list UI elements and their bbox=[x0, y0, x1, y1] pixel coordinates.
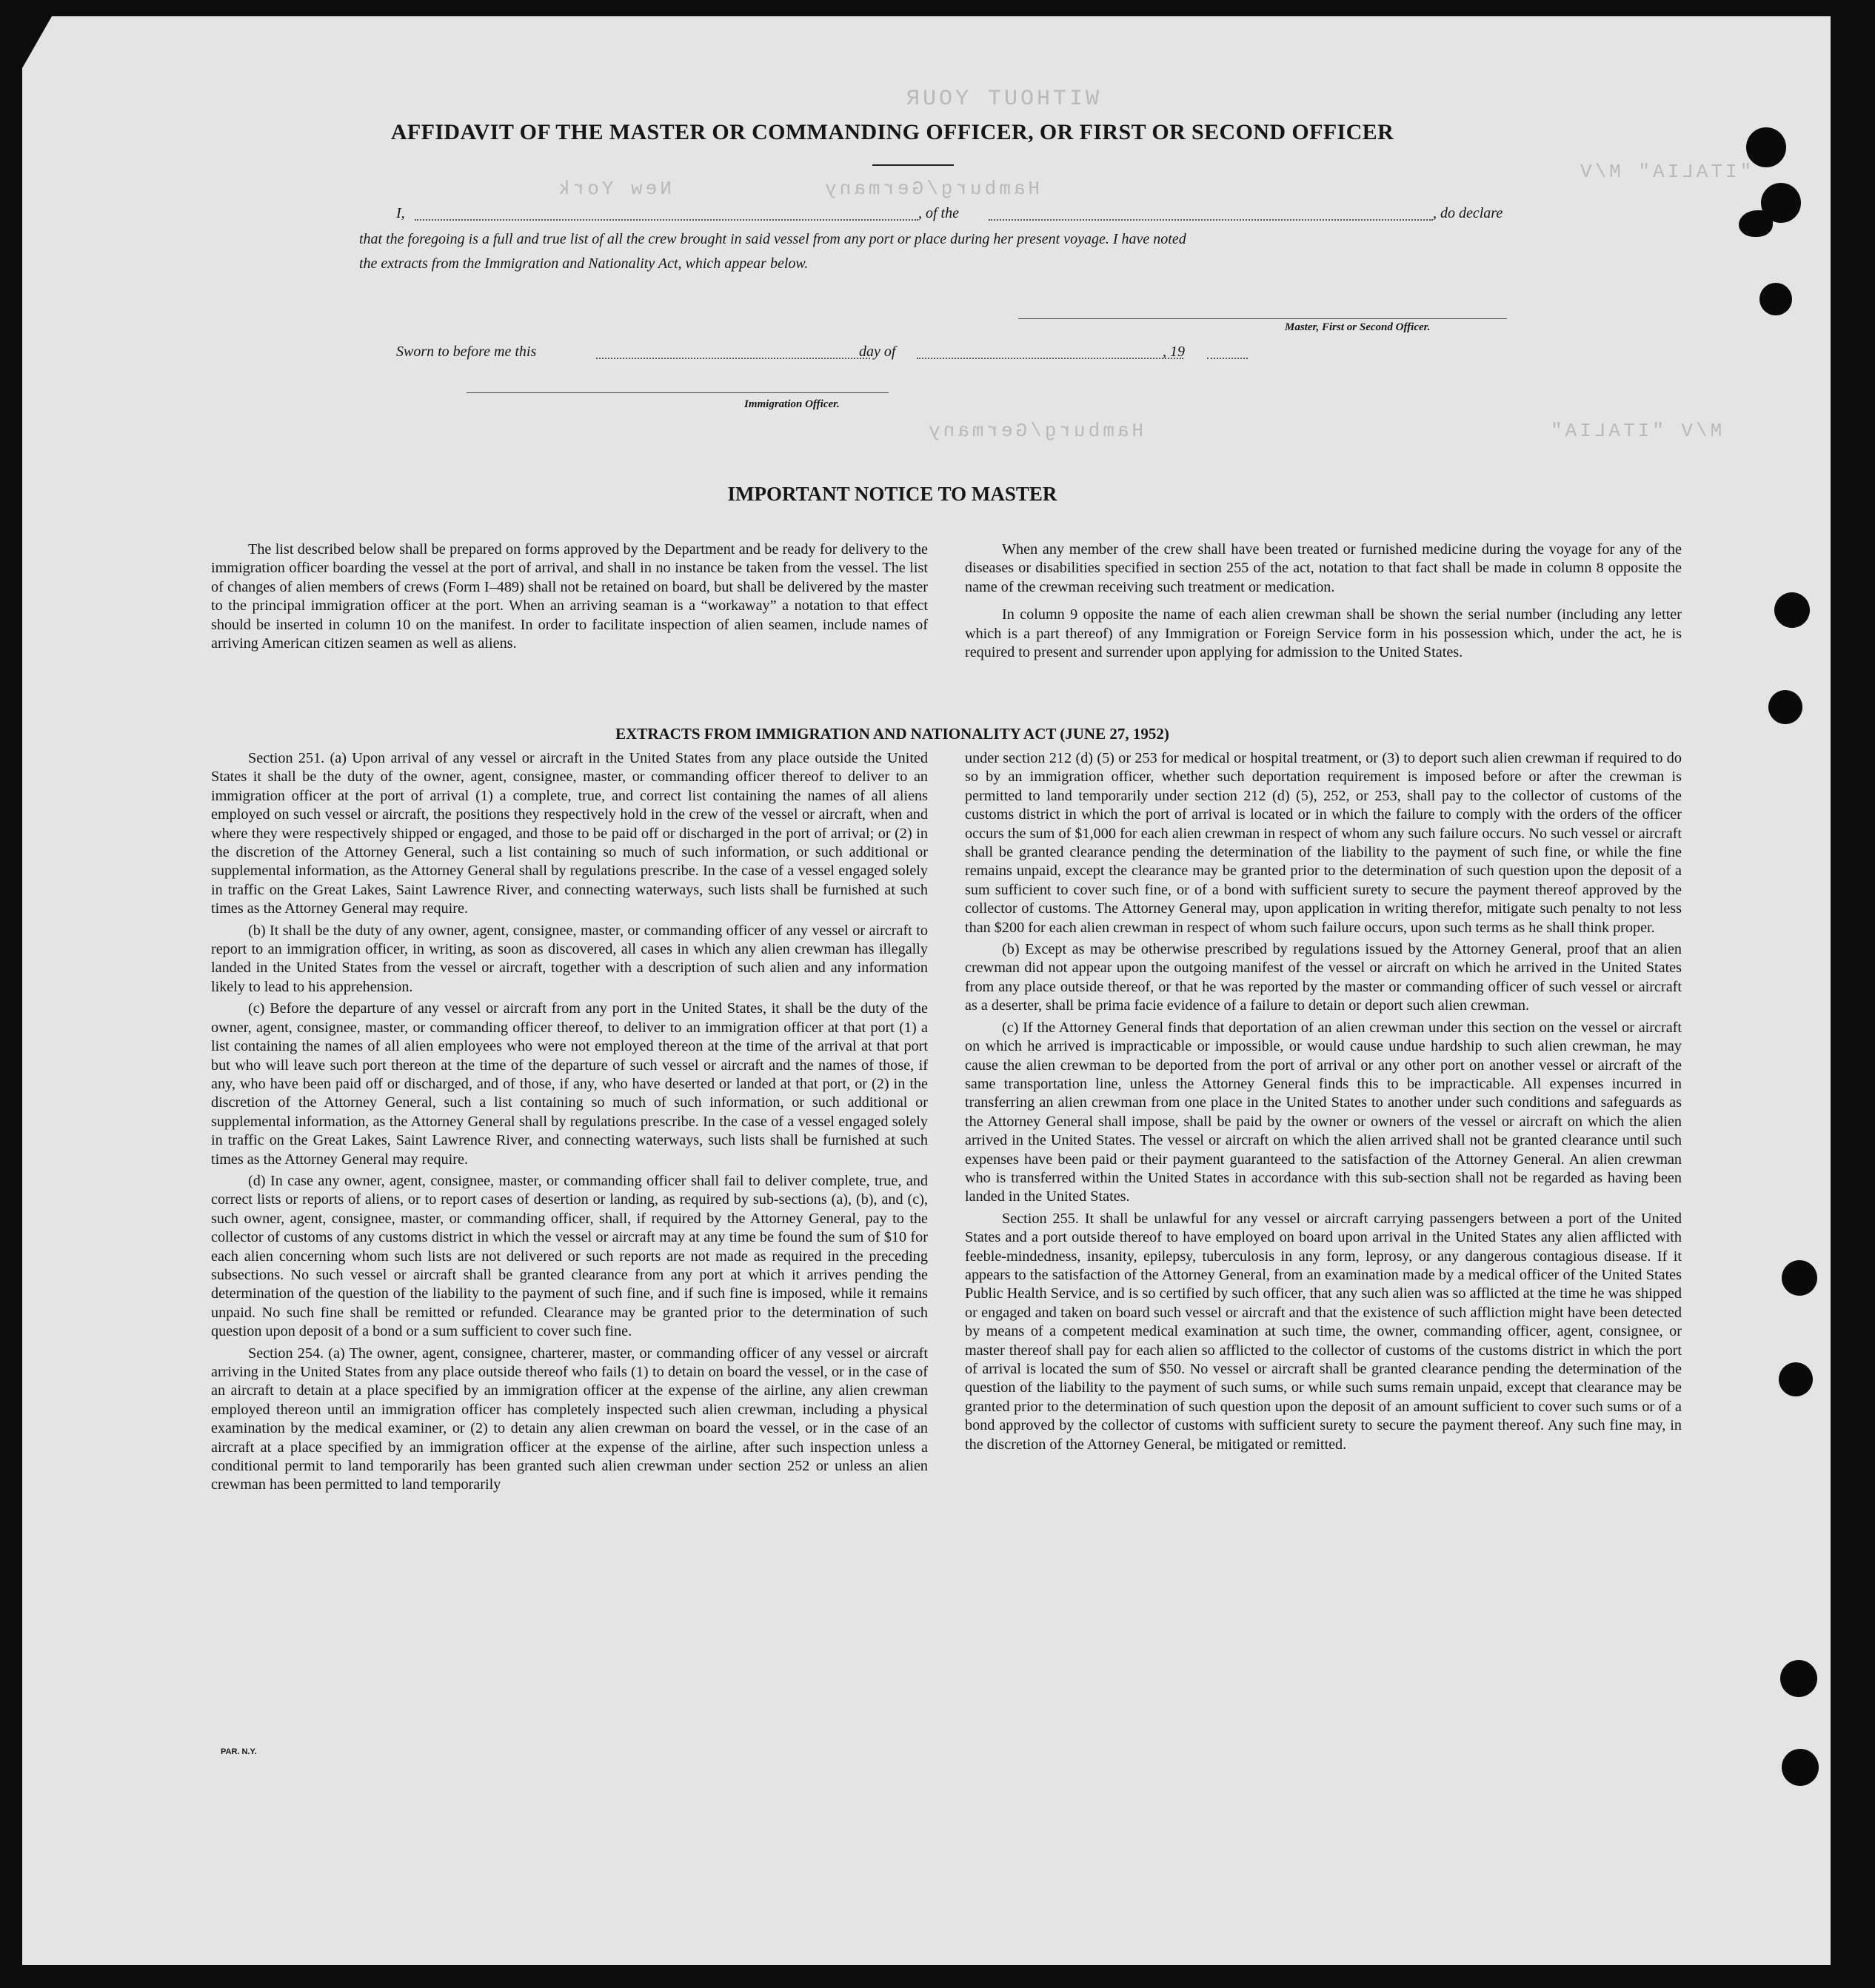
extract-paragraph: (b) Except as may be otherwise prescribed by regulations issued by the Attorney General, proof that an alien crewman did not appear upon the outgoing manifest of the vessel or aircraft on which he arrived in the United States from any place outside thereof, or that he was reported by the master or commanding officer of such vessel or aircraft as a deserter, shall be prima facie evidence of a failure to detain or deport such alien crewman. bbox=[965, 941, 1682, 1014]
affidavit-title: AFFIDAVIT OF THE MASTER OR COMMANDING OFFICER, OR FIRST OR SECOND OFFICER bbox=[390, 120, 1394, 144]
extract-paragraph: under section 212 (d) (5) or 253 for medical or hospital treatment, or (3) to deport such alien crewman if required to do so by an immigration officer, whether such deportation requirement is imposed before or after the crewman is permitted to land temporarily under section 212 (d) (5), 252, or 253, shall pay to the collector of customs of the customs district in which the port of arrival is located or in which the failure to comply with the orders of the officer occurs the sum of $1,000 for each alien crewman in respect of whom any such failure occurs. No such vessel or aircraft shall be granted clearance pending the determination of the liability to the payment of such fine, or while the fine remains unpaid, except the clearance may be granted prior to the determination of such question upon the deposit of a sum sufficient to cover such fine, or of a bond with sufficient surety to secure the payment thereof approved by the collector of customs. The Attorney General may, upon application in writing therefor, mitigate such penalty to not less than $200 for each alien crewman in respect of whom such failure occurs, upon such terms as he shall think proper. bbox=[965, 750, 1682, 936]
punch-hole bbox=[1782, 1260, 1817, 1296]
of-the-label: , of the bbox=[918, 205, 959, 221]
declaration-line: the extracts from the Immigration and Nationality Act, which appear below. bbox=[359, 255, 809, 272]
folded-corner bbox=[22, 16, 52, 68]
sworn-year-field[interactable] bbox=[1207, 358, 1248, 359]
punch-hole bbox=[1779, 1362, 1813, 1396]
bleed-through-text: Hamburg/Germany bbox=[926, 420, 1144, 442]
punch-hole bbox=[1774, 592, 1810, 628]
bleed-through-text: WITHOUT YOUR bbox=[903, 87, 1100, 112]
notice-paragraph: When any member of the crew shall have been treated or furnished medicine during the voyage for any of the diseases or disabilities specified in section 255 of the act, notation to that fact shall be made in column 8 opposite the name of the crewman receiving such treatment or medication. bbox=[965, 541, 1682, 595]
punch-hole bbox=[1782, 1749, 1819, 1786]
punch-hole bbox=[1768, 690, 1802, 724]
extracts-left-column bbox=[211, 749, 928, 1498]
extract-paragraph: Section 255. It shall be unlawful for any vessel or aircraft carrying passengers between a port of the United States and a port outside thereof to have employed on board upon arrival in the United States any alien afflicted with feeble-mindedness, insanity, epilepsy, tuberculosis in any form, leprosy, or any dangerous contagious disease. If it appears to the satisfaction of the Attorney General, from an examination made by a medical officer of the United States Public Health Service, and is so certified by such officer, that any such alien was so afflicted at the time he was shipped or engaged and taken on board such vessel or aircraft and that the existence of such affliction might have been detected by means of a competent medical examination at such time, the owner, commanding officer, agent, consignee, or master thereof shall pay for each alien so afflicted to the collector of customs of the customs district in which the port of arrival is located the sum of $50. No vessel or aircraft shall be granted clearance pending the determination of the question of the liability to the payment of such sums, or while such sums remain unpaid, except that clearance may be granted prior to the determination of such question upon the deposit of an amount sufficient to cover such sums or of a bond approved by the collector of customs with sufficient surety to secure the payment thereof. Any such fine may, in the discretion of the Attorney General, be mitigated or remitted. bbox=[965, 1210, 1682, 1453]
extract-paragraph: (c) Before the departure of any vessel or aircraft from any port in the United States, it shall be the duty of the owner, agent, consignee, master, or commanding officer thereof, to deliver to an immigration officer at that port (1) a list containing the names of all alien employees who were not employed thereon at the time of the arrival at that port but who will leave such port thereon at the time of the departure of such vessel or aircraft and the names of those, if any, who have been paid off or discharged, and of those, if any, who have deserted or landed at that port, or (2) in the discretion of the Attorney General, such a list containing so much of such information, or such additional or supplemental information, as the Attorney General shall by regulations prescribe. In the case of a vessel engaged solely in traffic on the Great Lakes, Saint Lawrence River, and connecting waterways, such lists shall be furnished at such times as the Attorney General may require. bbox=[211, 1000, 928, 1168]
punch-hole bbox=[1780, 1660, 1817, 1697]
extracts-right-column bbox=[965, 749, 1682, 1457]
sworn-month-field[interactable] bbox=[917, 358, 1183, 359]
notice-right-column bbox=[965, 540, 1682, 665]
bleed-through-text: "ITALIA" M/V bbox=[1577, 161, 1752, 183]
extracts-title: EXTRACTS FROM IMMIGRATION AND NATIONALITY ACT (JUNE 27, 1952) bbox=[615, 725, 1169, 743]
sworn-day-field[interactable] bbox=[596, 358, 870, 359]
declaration-line: that the foregoing is a full and true list of all the crew brought in said vessel from any port or place during her present voyage. I have noted bbox=[359, 231, 1186, 247]
bleed-through-text: Hamburg/Germany bbox=[822, 178, 1040, 200]
document-page bbox=[22, 16, 1831, 1965]
punch-hole bbox=[1739, 210, 1773, 237]
day-of-label: day of bbox=[859, 344, 896, 360]
year-label: , 19 bbox=[1163, 344, 1185, 360]
notice-title: IMPORTANT NOTICE TO MASTER bbox=[727, 483, 1057, 505]
master-signature-line[interactable] bbox=[1018, 318, 1507, 319]
officer-signature-line[interactable] bbox=[467, 392, 889, 393]
extract-paragraph: (d) In case any owner, agent, consignee, master, or commanding officer shall fail to deliver complete, true, and correct lists or reports of aliens, or to report cases of desertion or landing, as required by sub-sections (a), (b), and (c), such owner, agent, consignee, master, or commanding officer, shall, if required by the Attorney General, pay to the collector of customs of any customs district in which the vessel or aircraft may at any time be found the sum of $10 for each alien concerning whom such lists are not delivered or such reports are not made as required in the preceding subsections. No such vessel or aircraft shall be granted clearance from any port at which it arrives pending the determination of the question of the liability to the payment of such fine, and if such fine is imposed, while it remains unpaid. No such fine shall be remitted or refunded. Clearance may be granted prior to the determination of such question upon deposit of a bond or a sum sufficient to cover such fine. bbox=[211, 1172, 928, 1340]
punch-hole bbox=[1759, 283, 1792, 315]
bleed-through-text: New York bbox=[555, 178, 672, 200]
vessel-name-field[interactable] bbox=[989, 219, 1433, 221]
title-rule bbox=[872, 164, 954, 166]
extract-paragraph: Section 254. (a) The owner, agent, consignee, charterer, master, or commanding officer of any vessel or aircraft arriving in the United States from any place outside thereof who fails (1) to detain on board the vessel, or in the case of an aircraft to detain at a place specified by an immigration officer at the expense of the airline, any alien crewman employed thereon until an immigration officer has completely inspected such alien crewman, including a physical examination by the medical examiner, or (2) to detain any alien crewman on board the vessel, or in the case of an aircraft at a place specified by an immigration officer at the expense of the airline, after such inspection unless a conditional permit to land temporarily has been granted such alien crewman under section 252 or unless an alien crewman has been permitted to land temporarily bbox=[211, 1345, 928, 1493]
do-declare-label: , do declare bbox=[1433, 205, 1503, 221]
bleed-through-text: M/V "ITALIA" bbox=[1548, 420, 1722, 442]
extract-paragraph: (b) It shall be the duty of any owner, agent, consignee, master, or commanding officer of any vessel or aircraft to report to an immigration officer, in writing, as soon as discovered, all cases in which any alien crewman has illegally landed in the United States from the vessel or aircraft, together with a description of such alien and any information likely to lead to his apprehension. bbox=[211, 922, 928, 995]
printer-mark: PAR. N.Y. bbox=[221, 1747, 257, 1756]
extract-paragraph: (c) If the Attorney General finds that deportation of an alien crewman under this section on the vessel or aircraft on which he arrived is impracticable or impossible, or would cause undue hardship to such alien crewman, he may cause the alien crewman to be deported from the port of arrival or any other port on another vessel or aircraft of the same transportation line, unless the Attorney General finds this to be impracticable. All expenses incurred in transferring an alien crewman from one place in the United States to another under such conditions and safeguards as the Attorney General shall impose, shall be paid by the owner or owners of the vessel or aircraft on which the alien arrived in the United States. The vessel or aircraft on which the alien arrived shall not be granted clearance until such expenses have been paid or their payment guaranteed to the satisfaction of the Attorney General. An alien crewman who is transferred within the United States in accordance with this sub-section shall not be regarded as having been landed in the United States. bbox=[965, 1019, 1682, 1205]
notice-paragraph: The list described below shall be prepared on forms approved by the Department and be ready for delivery to the immigration officer boarding the vessel at the port of arrival, and shall in no instance be taken from the vessel. The list of changes of alien members of crews (Form I–489) shall not be retained on board, but shall be delivered by the master to the principal immigration officer at the port. When an arriving seaman is a “workaway” a notation to that effect should be inserted in column 10 on the manifest. In order to facilitate inspection of alien seamen, include names of arriving American citizen seamen as well as aliens. bbox=[211, 541, 928, 652]
extract-paragraph: Section 251. (a) Upon arrival of any vessel or aircraft in the United States from any place outside the United States it shall be the duty of the owner, agent, consignee, master, or commanding officer thereof to deliver to an immigration officer at the port of arrival (1) a complete, true, and correct list containing the names of all aliens employed on such vessel or aircraft, the positions they respectively hold in the crew of the vessel or aircraft, when and where they were respectively shipped or engaged, and those to be paid off or discharged in the port of arrival; or (2) in the discretion of the Attorney General, such a list containing so much of such information, or such additional or supplemental information, as the Attorney General shall by regulations prescribe. In the case of a vessel engaged solely in traffic on the Great Lakes, Saint Lawrence River, and connecting waterways, such lists shall be furnished at such times as the Attorney General may require. bbox=[211, 750, 928, 917]
declarant-name-field[interactable] bbox=[415, 219, 918, 221]
notice-paragraph: In column 9 opposite the name of each alien crewman shall be shown the serial number (including any letter which is a part thereof) of any Immigration or Foreign Service form in his possession which, under the act, he is required to present and surrender upon applying for admission to the United States. bbox=[965, 606, 1682, 661]
officer-signature-caption: Immigration Officer. bbox=[744, 398, 840, 410]
sworn-label: Sworn to before me this bbox=[396, 344, 537, 360]
punch-hole bbox=[1746, 127, 1786, 167]
master-signature-caption: Master, First or Second Officer. bbox=[1285, 321, 1431, 333]
notice-left-column bbox=[211, 540, 928, 656]
declarant-label: I, bbox=[396, 205, 405, 221]
